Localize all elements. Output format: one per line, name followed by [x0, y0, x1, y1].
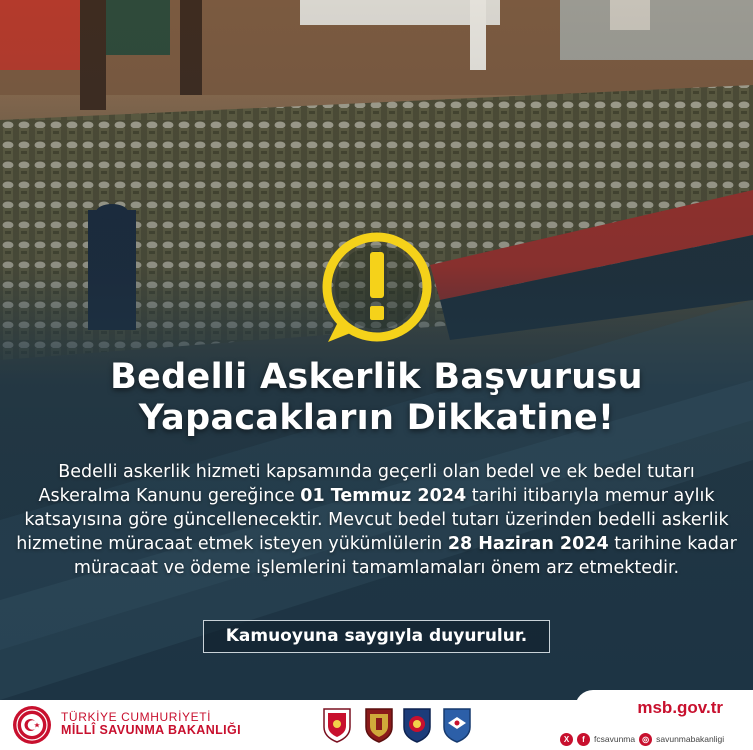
social-links [560, 731, 724, 747]
deadline-date-2: 28 Haziran 2024 [447, 534, 609, 554]
ministry-name-line-2: MİLLÎ SAVUNMA BAKANLIĞI [61, 723, 242, 737]
instagram-icon[interactable]: ◎ [639, 733, 652, 746]
headline-line-1: Bedelli Askerlik Başvurusu [110, 357, 643, 397]
body-text-3: tarihine kadar müracaat ve ödeme işlemlerini tamamlamaları önem arz etmektedir. [73, 534, 737, 578]
ministry-logo-icon [12, 705, 52, 745]
alert-exclamation-icon [318, 230, 436, 348]
x-twitter-icon[interactable]: X [560, 733, 573, 746]
general-staff-emblem-icon [322, 707, 352, 743]
website-link[interactable]: msb.gov.tr [637, 698, 723, 717]
headline-line-2: Yapacakların Dikkatine! [138, 398, 615, 438]
announcement-body [14, 460, 739, 580]
headline [0, 357, 753, 439]
social-handle-x[interactable]: fcsavunma [594, 734, 636, 744]
air-forces-emblem-icon [442, 707, 472, 743]
public-announcement-box: Kamuoyuna saygıyla duyurulur. [203, 620, 550, 653]
facebook-icon[interactable]: f [577, 733, 590, 746]
land-forces-emblem-icon [364, 707, 394, 743]
naval-forces-emblem-icon [402, 707, 432, 743]
ministry-name-line-1: TÜRKİYE CUMHURİYETİ [61, 710, 212, 724]
body-text-1: Bedelli askerlik hizmeti kapsamında geçerli olan bedel ve ek bedel tutarı Askeralma Kanunu gereğince [38, 462, 695, 506]
footer [0, 700, 753, 750]
ministry-name [61, 711, 241, 737]
body-text-2: tarihi itibarıyla memur aylık katsayısına göre güncellenecektir. Mevcut bedel tutarı üzerinden bedelli askerlik hizmetine müracaat etmek isteyen yükümlülerin [16, 486, 729, 554]
social-handle-instagram[interactable]: savunmabakanligi [656, 734, 725, 744]
deadline-date-1: 01 Temmuz 2024 [300, 486, 467, 506]
